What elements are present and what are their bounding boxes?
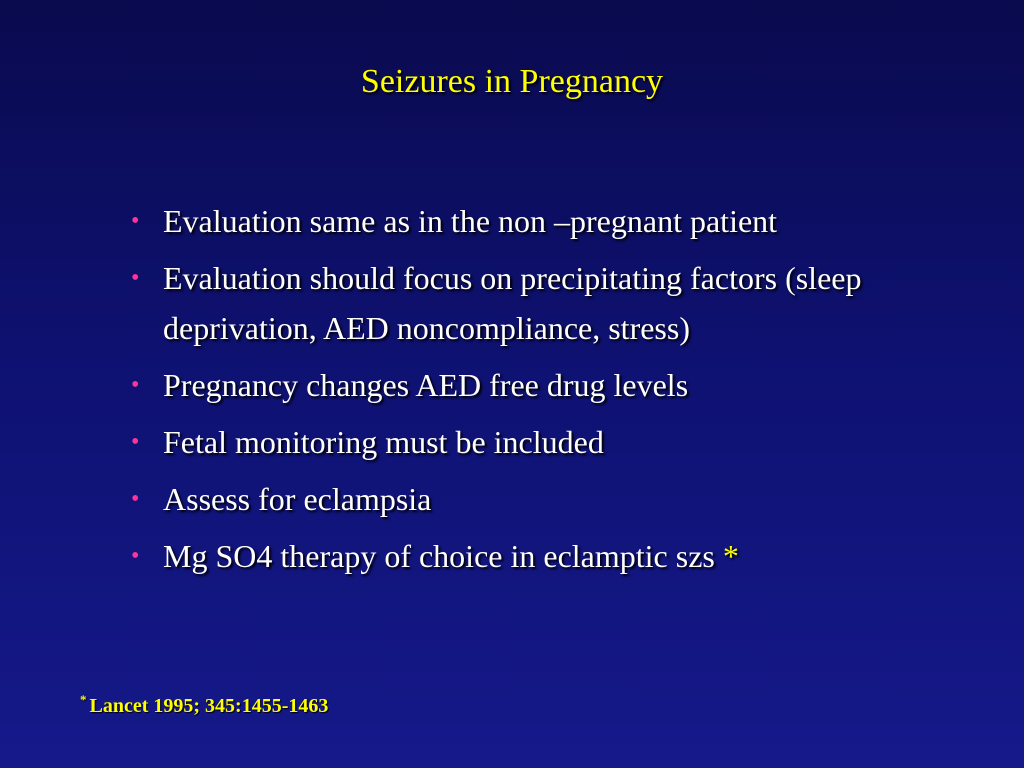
bullet-item (128, 253, 948, 353)
bullet-text: Fetal monitoring must be included (163, 424, 604, 460)
bullet-icon: • (131, 429, 140, 455)
bullet-icon: • (131, 208, 140, 234)
bullet-text: Pregnancy changes AED free drug levels (163, 367, 689, 403)
bullet-text: Evaluation should focus on precipitating factors (sleep deprivation, AED noncompliance, stress) (163, 260, 862, 346)
bullet-item (128, 531, 948, 581)
bullet-text: Assess for eclampsia (163, 481, 432, 517)
bullet-text-content: Mg SO4 therapy of choice in eclamptic szs (163, 538, 723, 574)
bullet-item (128, 360, 948, 410)
footnote-marker: * (80, 692, 87, 707)
bullet-icon: • (131, 486, 140, 512)
footnote-citation: Lancet 1995; 345:1455-1463 (89, 695, 329, 717)
bullet-icon: • (131, 372, 140, 398)
bullet-text: Evaluation same as in the non –pregnant patient (163, 203, 778, 239)
footnote-marker-inline: * (722, 538, 739, 574)
bullet-icon: • (131, 265, 140, 291)
bullet-item (128, 196, 948, 246)
bullet-item (128, 417, 948, 467)
bullet-icon: • (131, 543, 140, 569)
footnote (80, 686, 328, 720)
slide-title: Seizures in Pregnancy (360, 63, 664, 100)
bullet-item (128, 474, 948, 524)
bullet-text (163, 531, 948, 581)
bullet-list (128, 196, 948, 588)
